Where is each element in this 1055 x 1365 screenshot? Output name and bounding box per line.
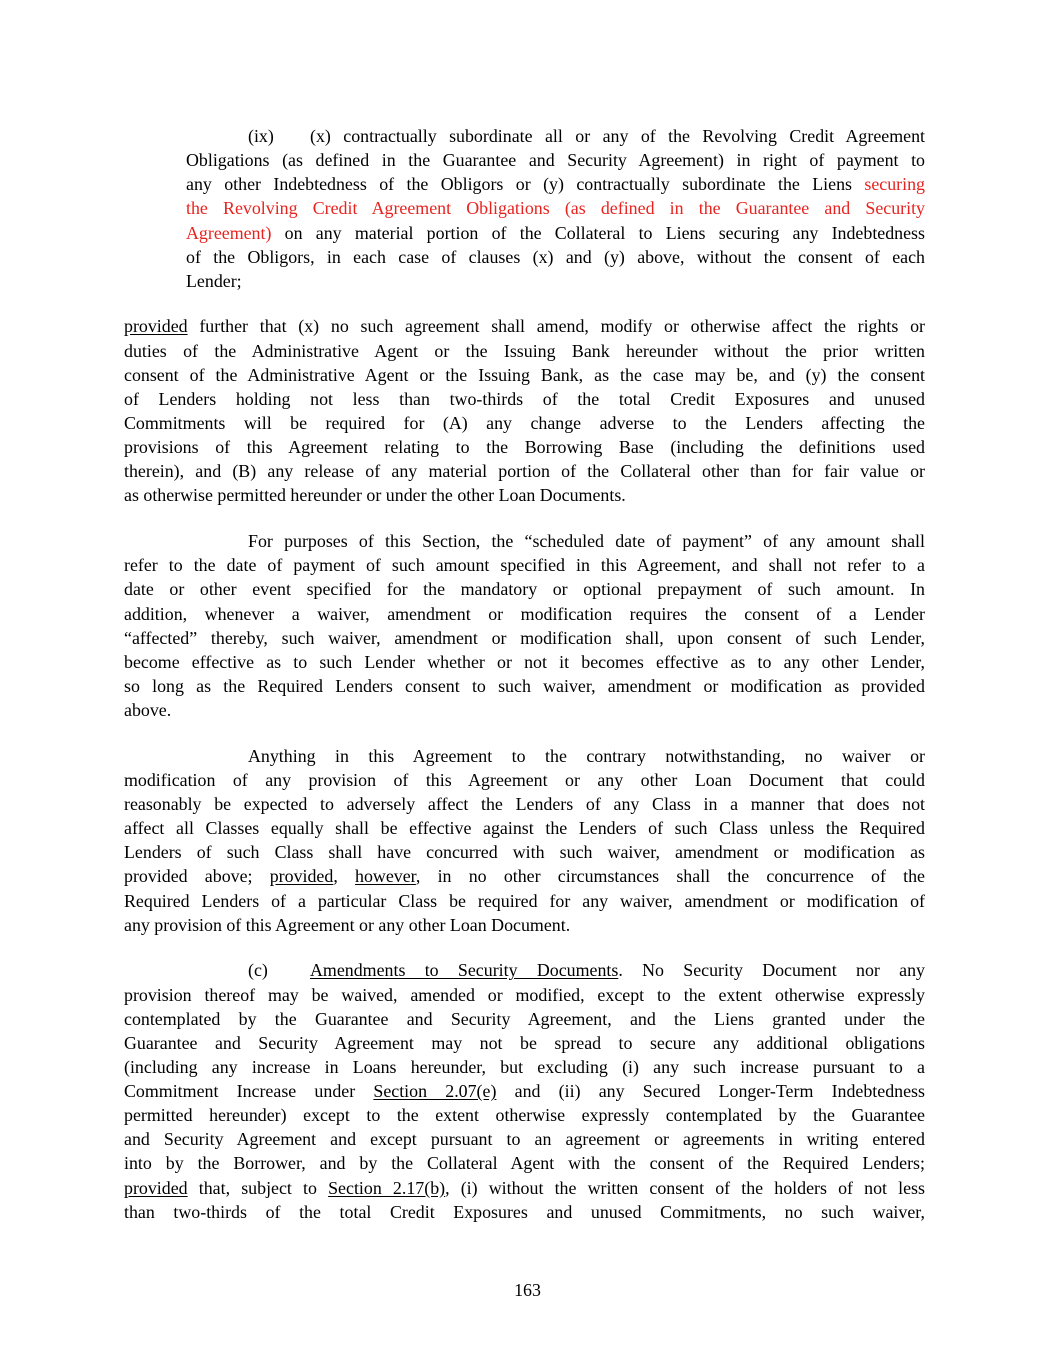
text-line <box>124 1176 925 1200</box>
text-line <box>124 1007 925 1031</box>
text-line <box>186 245 925 269</box>
text-run: Lender; <box>186 270 242 291</box>
text-run: than two-thirds of the total Credit Exposures and unused Commitments, no such waiver, <box>124 1201 925 1222</box>
text-line <box>124 411 925 435</box>
underlined-term: Amendments to Security Documents <box>310 960 619 981</box>
paragraph <box>124 744 925 937</box>
text-line <box>124 363 925 387</box>
paragraph <box>124 314 925 507</box>
text-line <box>124 864 925 888</box>
page-number: 163 <box>514 1280 541 1300</box>
highlighted-text: Agreement) <box>186 222 272 243</box>
text-run: For purposes of this Section, the “scheduled date of payment” of any amount shall <box>248 531 925 552</box>
text-run: on any material portion of the Collateral to Liens securing any Indebtedness <box>271 222 925 243</box>
text-run: of Lenders holding not less than two-thirds of the total Credit Exposures and unused <box>124 388 925 409</box>
text-line <box>124 1151 925 1175</box>
text-run: so long as the Required Lenders consent to such waiver, amendment or modification as provided <box>124 675 925 696</box>
text-line <box>124 840 925 864</box>
text-run: Lenders of such Class shall have concurred with such waiver, amendment or modification as <box>124 842 925 863</box>
text-line <box>124 744 925 768</box>
underlined-term: provided <box>124 1177 188 1198</box>
text-line <box>124 768 925 792</box>
text-run: Commitments will be required for (A) any change adverse to the Lenders affecting the <box>124 413 925 434</box>
text-run: further that (x) no such agreement shall amend, modify or otherwise affect the rights or <box>187 316 925 337</box>
clause-label: (c) <box>248 960 268 981</box>
text-line <box>124 1127 925 1151</box>
paragraph <box>124 529 925 722</box>
text-run: (including any increase in Loans hereunder, but excluding (i) any such increase pursuant to a <box>124 1056 925 1077</box>
text-run: therein), and (B) any release of any material portion of the Collateral other than for fair value or <box>124 461 925 482</box>
text-run: Commitment Increase under <box>124 1081 374 1102</box>
text-line <box>124 1079 925 1103</box>
clause-label: (ix) <box>248 126 274 146</box>
text-line <box>124 577 925 601</box>
text-run: (x) contractually subordinate all or any of the Revolving Credit Agreement <box>310 126 925 146</box>
text-run: , (i) without the written consent of the holders of not less <box>445 1177 925 1198</box>
text-run: and Security Agreement and except pursuant to an agreement or agreements in writing entered <box>124 1129 925 1150</box>
text-run: into by the Borrower, and by the Collateral Agent with the consent of the Required Lenders; <box>124 1153 925 1174</box>
text-run: . No Security Document nor any <box>618 960 925 981</box>
text-line <box>186 148 925 172</box>
text-line <box>186 172 925 196</box>
text-line <box>124 529 925 553</box>
text-run: above. <box>124 700 172 721</box>
text-run: consent of the Administrative Agent or the Issuing Bank, as the case may be, and (y) the consent <box>124 364 925 385</box>
text-run: refer to the date of payment of such amount specified in this Agreement, and shall not refer to a <box>124 555 925 576</box>
text-run: any other Indebtedness of the Obligors or (y) contractually subordinate the Liens <box>186 174 865 195</box>
text-run: as otherwise permitted hereunder or under the other Loan Documents. <box>124 485 626 506</box>
text-line <box>124 889 925 913</box>
text-line <box>124 602 925 626</box>
highlighted-text: the Revolving Credit Agreement Obligations (as defined in the Guarantee and Security <box>186 198 925 219</box>
text-run: Required Lenders of a particular Class be required for any waiver, amendment or modification of <box>124 890 925 911</box>
text-line <box>124 435 925 459</box>
text-line <box>124 553 925 577</box>
text-run: Obligations (as defined in the Guarantee and Security Agreement) in right of payment to <box>186 150 925 171</box>
text-line <box>124 913 925 937</box>
highlighted-text: securing <box>864 174 925 195</box>
text-line <box>124 674 925 698</box>
paragraph <box>186 124 925 293</box>
text-line <box>124 698 925 722</box>
text-line <box>124 339 925 363</box>
text-run: permitted hereunder) except to the extent otherwise expressly contemplated by the Guarantee <box>124 1105 925 1126</box>
text-run: and (ii) any Secured Longer-Term Indebtedness <box>496 1081 925 1102</box>
text-line <box>124 1031 925 1055</box>
text-line <box>124 1055 925 1079</box>
text-run: date or other event specified for the mandatory or optional prepayment of such amount. In <box>124 579 925 600</box>
text-run: duties of the Administrative Agent or the Issuing Bank hereunder without the prior written <box>124 340 925 361</box>
text-run: , in no other circumstances shall the concurrence of the <box>415 866 925 887</box>
text-line <box>186 124 925 148</box>
underlined-term: Section 2.17(b) <box>328 1177 446 1198</box>
paragraph <box>124 958 925 1224</box>
text-line <box>124 459 925 483</box>
text-line <box>186 221 925 245</box>
text-run: of the Obligors, in each case of clauses (x) and (y) above, without the consent of each <box>186 246 925 267</box>
text-line <box>124 792 925 816</box>
text-run: become effective as to such Lender whether or not it becomes effective as to any other Lender, <box>124 651 925 672</box>
text-line <box>124 983 925 1007</box>
underlined-term: provided <box>269 866 334 887</box>
text-line <box>124 816 925 840</box>
underlined-term: however <box>355 866 416 887</box>
text-line <box>124 314 925 338</box>
document-body <box>124 124 925 1245</box>
text-run: “affected” thereby, such waiver, amendment or modification shall, upon consent of such Lender, <box>124 627 925 648</box>
text-line <box>186 269 925 293</box>
text-line <box>124 1200 925 1224</box>
text-run: contemplated by the Guarantee and Security Agreement, and the Liens granted under the <box>124 1008 925 1029</box>
text-run: , <box>333 866 356 887</box>
text-line <box>124 650 925 674</box>
text-run: provisions of this Agreement relating to the Borrowing Base (including the definitions used <box>124 437 925 458</box>
text-line <box>186 196 925 220</box>
text-run: provided above; <box>124 866 270 887</box>
underlined-term: provided <box>124 316 188 337</box>
text-line <box>124 1103 925 1127</box>
text-run: Anything in this Agreement to the contrary notwithstanding, no waiver or <box>248 745 925 766</box>
text-run: addition, whenever a waiver, amendment or modification requires the consent of a Lender <box>124 603 925 624</box>
text-run: provision thereof may be waived, amended or modified, except to the extent otherwise expressly <box>124 984 925 1005</box>
text-line <box>124 387 925 411</box>
text-run: modification of any provision of this Agreement or any other Loan Document that could <box>124 769 925 790</box>
text-line <box>124 958 925 982</box>
text-run: reasonably be expected to adversely affect the Lenders of any Class in a manner that does not <box>124 794 925 815</box>
text-run: any provision of this Agreement or any other Loan Document. <box>124 914 571 935</box>
text-run: affect all Classes equally shall be effective against the Lenders of such Class unless the Required <box>124 818 925 839</box>
text-run: that, subject to <box>187 1177 329 1198</box>
text-line <box>124 626 925 650</box>
text-run: Guarantee and Security Agreement may not be spread to secure any additional obligations <box>124 1032 925 1053</box>
text-line <box>124 483 925 507</box>
underlined-term: Section 2.07(e) <box>373 1081 497 1102</box>
